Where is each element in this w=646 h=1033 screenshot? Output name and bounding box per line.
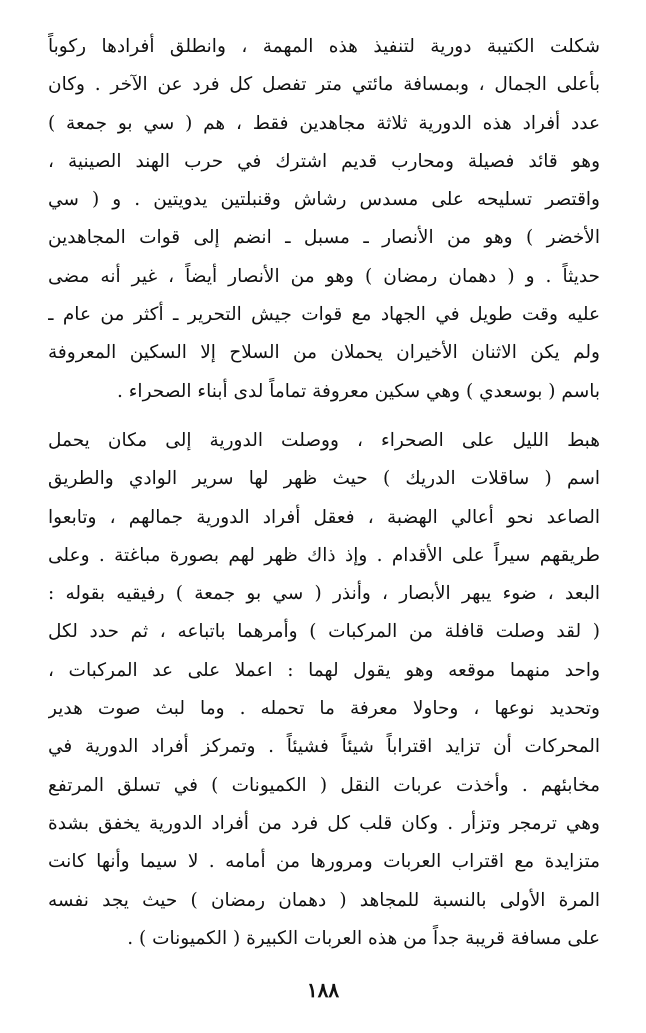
text-line: باسم ( بوسعدي ) وهي سكين معروفة تماماً لدى أبناء الصحراء . bbox=[116, 380, 600, 402]
text-line: وهي ترمجر وتزأر . وكان قلب كل فرد من أفراد الدورية يخفق بشدة bbox=[48, 812, 600, 834]
text-line: هبط الليل على الصحراء ، ووصلت الدورية إلى مكان يحمل bbox=[48, 430, 600, 451]
text-line: ولم يكن الاثنان الأخيران يحملان من السلاح إلا السكين المعروفة bbox=[48, 342, 600, 364]
text-line: وهو قائد فصيلة ومحارب قديم اشترك في حرب الهند الصينية ، bbox=[48, 150, 600, 172]
text-line: طريقهم سيراً على الأقدام . وإذ ذاك ظهر لهم بصورة مباغتة . وعلى bbox=[48, 544, 600, 566]
text-line: حديثاً . و ( دهمان رمضان ) وهو من الأنصار أيضاً ، غير أنه مضى bbox=[48, 265, 600, 287]
text-line: على مسافة قريبة جداً من هذه العربات الكبيرة ( الكميونات ) . bbox=[127, 927, 600, 949]
text-line: واقتصر تسليحه على مسدس رشاش وقنبلتين يدويتين . و ( سي bbox=[48, 189, 600, 211]
text-line: وتحديد نوعها ، وحاولا معرفة ما تحمله . وما لبث صوت هدير bbox=[48, 698, 600, 720]
text-line: مخابئهم . وأخذت عربات النقل ( الكميونات ) في تسلق المرتفع bbox=[48, 774, 600, 796]
text-line: ( لقد وصلت قافلة من المركبات ) وأمرهما باتباعه ، ثم حدد لكل bbox=[48, 621, 600, 643]
text-line: البعد ، ضوء يبهر الأبصار ، وأنذر ( سي بو جمعة ) رفيقيه بقوله : bbox=[48, 583, 600, 605]
paragraph-1 bbox=[48, 28, 600, 411]
text-line: اسم ( ساقلات الدريك ) حيث ظهر لها سرير الوادي والطريق bbox=[48, 468, 600, 490]
paragraph-2 bbox=[48, 422, 600, 958]
text-line: عدد أفراد هذه الدورية ثلاثة مجاهدين فقط ، هم ( سي بو جمعة ) bbox=[48, 112, 600, 134]
text-line: الأخضر ) وهو من الأنصار ـ مسبل ـ انضم إلى قوات المجاهدين bbox=[48, 227, 600, 249]
text-line: شكلت الكتيبة دورية لتنفيذ هذه المهمة ، وانطلق أفرادها ركوباً bbox=[48, 36, 600, 57]
text-line: واحد منهما موقعه وهو يقول لهما : اعملا على عد المركبات ، bbox=[48, 659, 600, 681]
text-line: عليه وقت طويل في الجهاد مع قوات جيش التحرير ـ أكثر من عام ـ bbox=[48, 304, 600, 326]
page-number: ١٨٨ bbox=[306, 978, 340, 1002]
text-line: المرة الأولى بالنسبة للمجاهد ( دهمان رمضان ) حيث يجد نفسه bbox=[48, 889, 600, 911]
text-line: بأعلى الجمال ، وبمسافة مائتي متر تفصل كل فرد عن الآخر . وكان bbox=[48, 74, 600, 96]
text-line: المحركات أن تزايد اقتراباً شيئاً فشيئاً . وتمركز أفراد الدورية في bbox=[48, 736, 600, 758]
text-line: الصاعد نحو أعالي الهضبة ، فعقل أفراد الدورية جمالهم ، وتابعوا bbox=[48, 506, 600, 528]
text-line: متزايدة مع اقتراب العربات ومرورها من أمامه . لا سيما وأنها كانت bbox=[48, 851, 600, 873]
